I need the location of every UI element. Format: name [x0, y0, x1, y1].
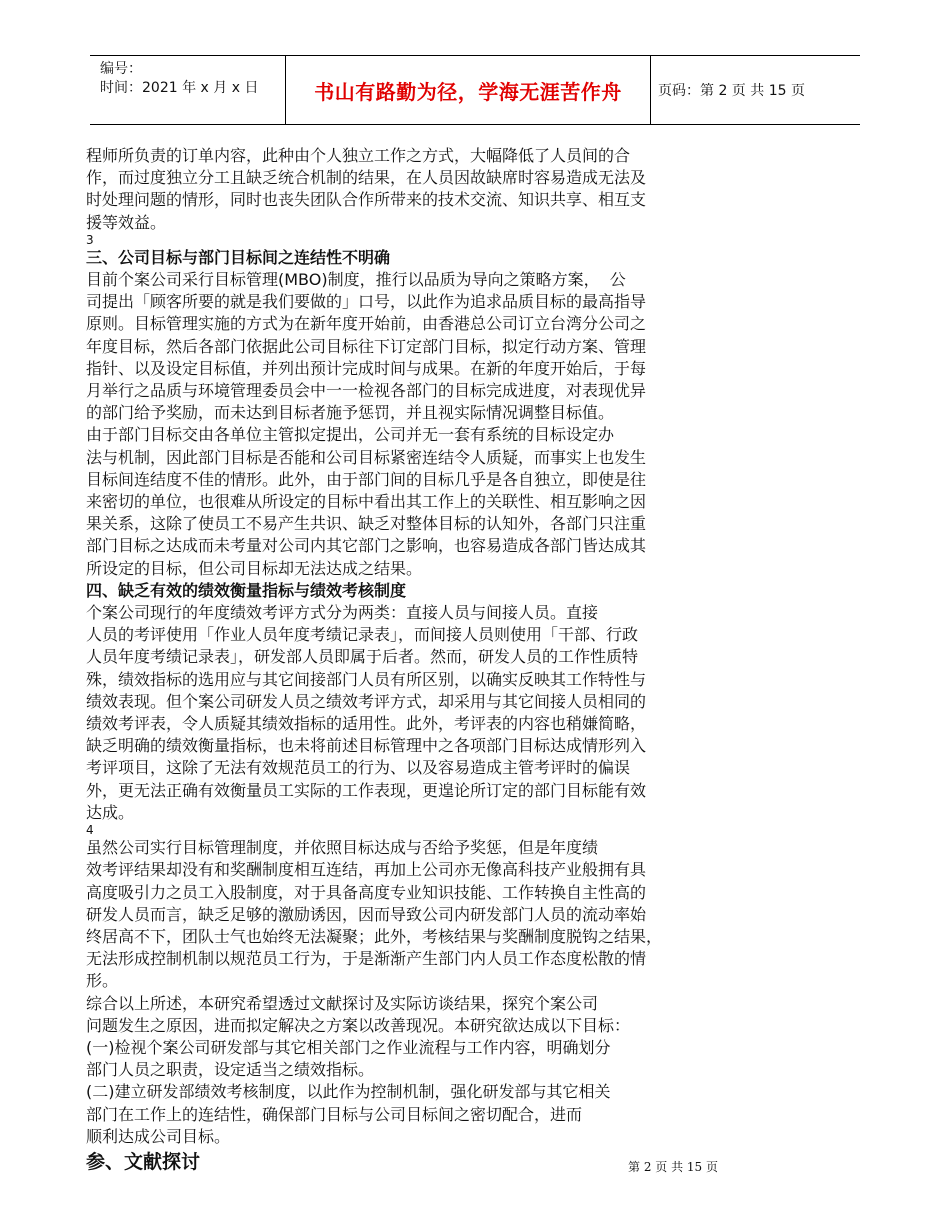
body-line: 部门目标之达成而未考量对公司内其它部门之影响，也容易造成各部门皆达成其 [86, 536, 647, 556]
serial-number-label: 编号： [100, 61, 142, 77]
body-line: 顺利达成公司目标。 [86, 1126, 231, 1146]
body-line: 原则。目标管理实施的方式为在新年度开始前，由香港总公司订立台湾分公司之 [86, 314, 647, 334]
body-line: 人员年度考绩记录表」，研发部人员即属于后者。然而，研发人员的工作性质特 [86, 647, 639, 667]
body-line: 虽然公司实行目标管理制度，并依照目标达成与否给予奖惩，但是年度绩 [86, 838, 599, 858]
body-line: 终居高不下，团队士气也始终无法凝聚；此外，考核结果与奖酬制度脱钩之结果， [86, 926, 663, 946]
body-line: 考评项目，这除了无法有效规范员工的行为、以及容易造成主管考评时的偏误 [86, 758, 631, 778]
body-line: (一)检视个案公司研发部与其它相关部门之作业流程与工作内容，明确划分 [86, 1037, 611, 1057]
body-line: 缺乏明确的绩效衡量指标，也未将前述目标管理中之各项部门目标达成情形列入 [86, 736, 647, 756]
body-line: 绩效考评表，令人质疑其绩效指标的适用性。此外，考评表的内容也稍嫌简略， [86, 714, 647, 734]
body-line: 月举行之品质与环境管理委员会中一一检视各部门的目标完成进度，对表现优异 [86, 381, 647, 401]
section-heading: 三、公司目标与部门目标间之连结性不明确 [86, 247, 391, 267]
body-line: 由于部门目标交由各单位主管拟定提出，公司并无一套有系统的目标设定办 [86, 425, 615, 445]
document-body [86, 145, 846, 1174]
body-line: 的部门给予奖励，而未达到目标者施予惩罚，并且视实际情况调整目标值。 [86, 403, 615, 423]
body-line: 目标间连结度不佳的情形。此外，由于部门间的目标几乎是各自独立，即使是往 [86, 469, 647, 489]
body-line: 形。 [86, 971, 119, 991]
body-line: 司提出「顾客所要的就是我们要做的」口号，以此作为追求品质目标的最高指导 [86, 292, 647, 312]
body-line: 指针、以及设定目标值，并列出预计完成时间与成果。在新的年度开始后，于每 [86, 358, 647, 378]
body-line: 综合以上所述，本研究希望透过文献探讨及实际访谈结果，探究个案公司 [86, 993, 599, 1013]
body-line: 时处理问题的情形，同时也丧失团队合作所带来的技术交流、知识共享、相互支 [86, 190, 647, 210]
date-label: 时间：2021 年 x 月 x 日 [100, 80, 259, 96]
body-line: 目前个案公司采行目标管理(MBO)制度，推行以品质为导向之策略方案， 公 [86, 270, 626, 290]
page-header [90, 55, 860, 125]
header-meta [90, 56, 286, 124]
body-line: 高度吸引力之员工入股制度，对于具备高度专业知识技能、工作转换自主性高的 [86, 882, 647, 902]
body-line: 作，而过度独立分工且缺乏统合机制的结果，在人员因故缺席时容易造成无法及 [86, 168, 647, 188]
body-line: 来密切的单位，也很难从所设定的目标中看出其工作上的关联性、相互影响之因 [86, 492, 647, 512]
body-line: 果关系，这除了使员工不易产生共识、缺乏对整体目标的认知外，各部门只注重 [86, 514, 647, 534]
page-footer: 第 2 页 共 15 页 [628, 1160, 718, 1174]
body-line: 个案公司现行的年度绩效考评方式分为两类：直接人员与间接人员。直接 [86, 603, 599, 623]
body-line: 部门在工作上的连结性，确保部门目标与公司目标间之密切配合，进而 [86, 1104, 583, 1124]
body-line: 年度目标，然后各部门依据此公司目标往下订定部门目标，拟定行动方案、管理 [86, 336, 647, 356]
chapter-heading: 参、文献探讨 [86, 1150, 201, 1173]
body-line: (二)建立研发部绩效考核制度，以此作为控制机制，强化研发部与其它相关 [86, 1082, 611, 1102]
page-number-marker: 4 [86, 823, 94, 838]
body-line: 绩效表现。但个案公司研发人员之绩效考评方式，却采用与其它间接人员相同的 [86, 691, 647, 711]
body-line: 殊，绩效指标的选用应与其它间接部门人员有所区别，以确实反映其工作特性与 [86, 669, 647, 689]
page-number-marker: 3 [86, 232, 94, 247]
body-line: 援等效益。 [86, 212, 167, 232]
body-line: 外，更无法正确有效衡量员工实际的工作表现，更遑论所订定的部门目标能有效 [86, 780, 647, 800]
body-line: 人员的考评使用「作业人员年度考绩记录表」，而间接人员则使用「干部、行政 [86, 625, 639, 645]
body-line: 达成。 [86, 802, 135, 822]
header-page-info: 页码：第 2 页 共 15 页 [658, 83, 805, 99]
body-line: 问题发生之原因，进而拟定解决之方案以改善现况。本研究欲达成以下目标： [86, 1015, 631, 1035]
body-line: 部门人员之职责，设定适当之绩效指标。 [86, 1060, 375, 1080]
body-line: 无法形成控制机制以规范员工行为，于是渐渐产生部门内人员工作态度松散的情 [86, 949, 647, 969]
body-line: 效考评结果却没有和奖酬制度相互连结，再加上公司亦无像高科技产业般拥有具 [86, 860, 647, 880]
body-line: 研发人员而言，缺乏足够的激励诱因，因而导致公司内研发部门人员的流动率始 [86, 904, 647, 924]
body-line: 所设定的目标，但公司目标却无法达成之结果。 [86, 558, 423, 578]
body-line: 程师所负责的订单内容，此种由个人独立工作之方式，大幅降低了人员间的合 [86, 146, 631, 165]
header-motto: 书山有路勤为径，学海无涯苦作舟 [286, 56, 651, 124]
body-line: 法与机制，因此部门目标是否能和公司目标紧密连结令人质疑，而事实上也发生 [86, 447, 647, 467]
section-heading: 四、缺乏有效的绩效衡量指标与绩效考核制度 [86, 580, 407, 600]
